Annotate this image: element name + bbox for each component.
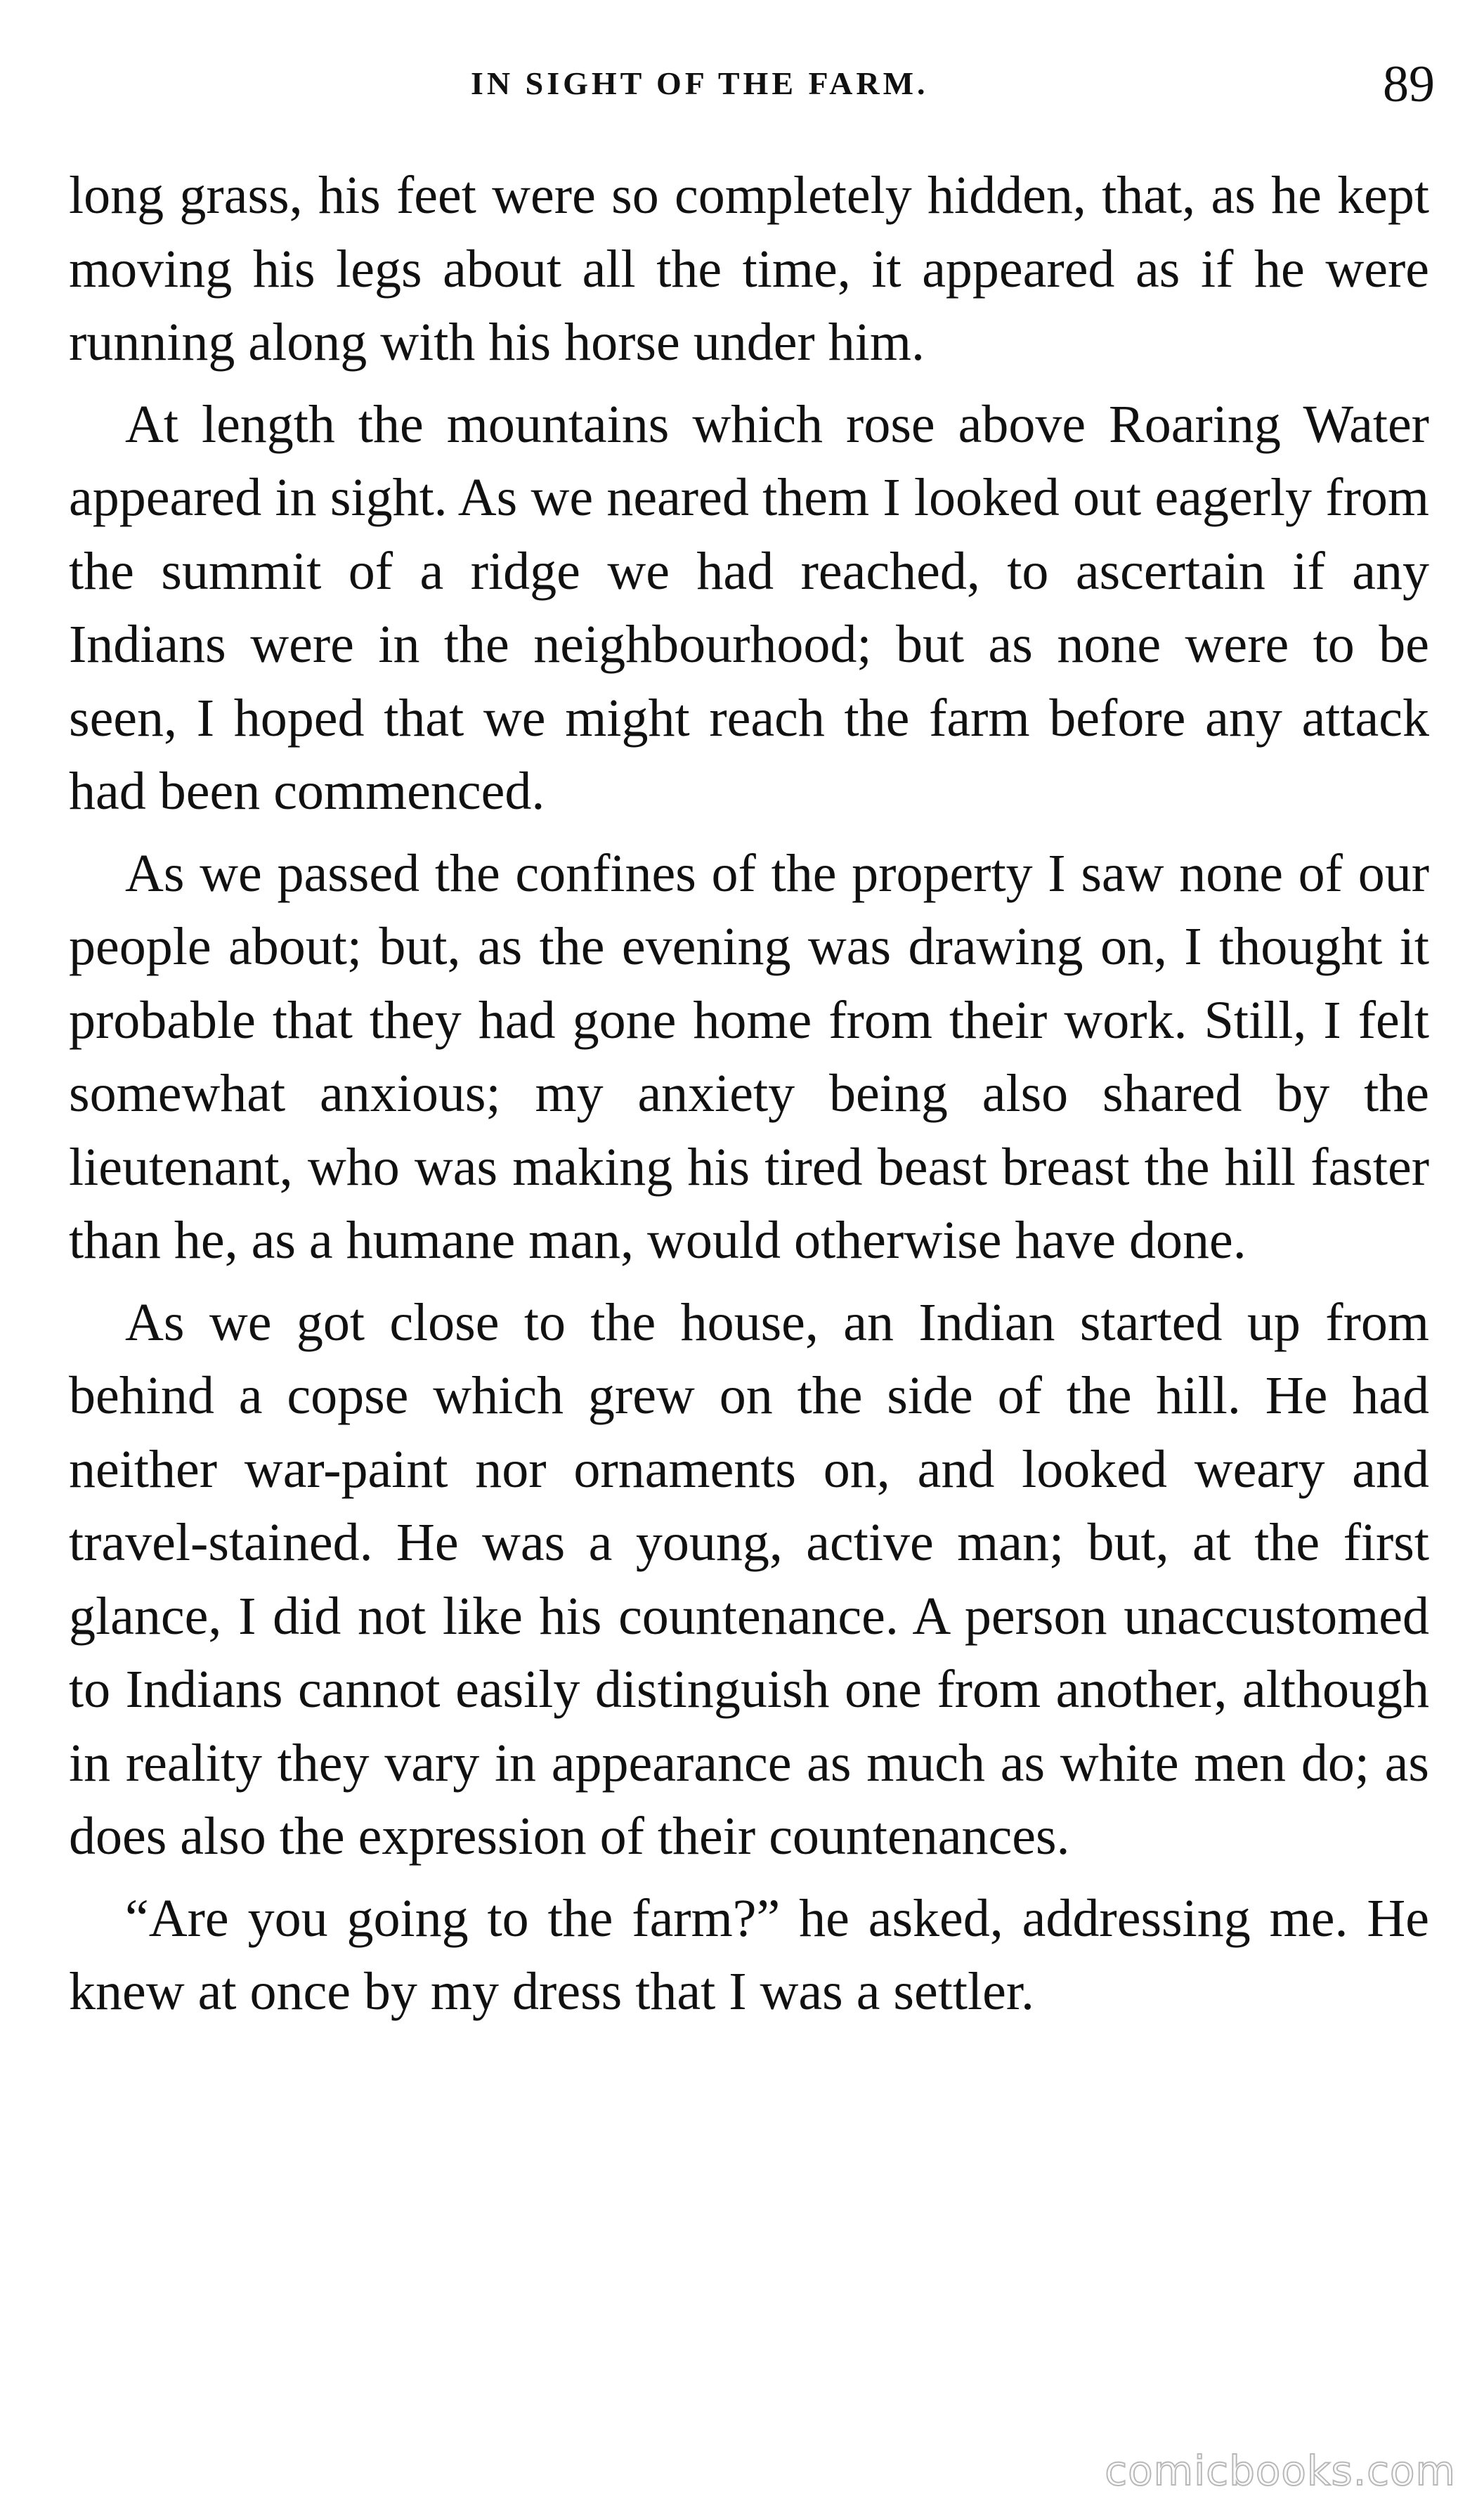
running-title: IN SIGHT OF THE FARM. [471,65,929,101]
paragraph: As we passed the confines of the property I saw none of our people about; but, as the evening was drawing on, I thought it probable that they had gone home from their work. Still, I felt somewhat anxious; my anxiety being also shared by the lieutenant, who was making his tired beast breast the hill faster than he, as a humane man, would otherwise have done. [69,843,1429,1270]
paragraph: At length the mountains which rose above Roaring Water appeared in sight. As we neared them I looked out eagerly from the summit of a ridge we had reached, to ascertain if any Indians were in the neighbourhood; but as none were to be seen, I hoped that we might reach the farm before any attack had been commenced. [69,394,1429,821]
paragraph: As we got close to the house, an Indian started up from behind a copse which grew on the side of the hill. He had neither war-paint nor ornaments on, and looked weary and travel-stained. He was a young, active man; but, at the first glance, I did not like his countenance. A person unaccustomed to Indians cannot easily distinguish one from another, although in reality they vary in appearance as much as white men do; as does also the expression of their countenances. [69,1292,1429,1866]
site-watermark: comicbooks.com [1105,2447,1456,2495]
running-header [0,55,1484,118]
paragraph-continued: long grass, his feet were so completely hidden, that, as he kept moving his legs about all the time, it appeared as if he were running along with his horse under him. [69,166,1429,372]
page-body-text [69,159,1429,2029]
paragraph-dialogue: “Are you going to the farm?” he asked, addressing me. He knew at once by my dress that I was a settler. [69,1888,1429,2021]
page-number: 89 [1383,56,1435,113]
